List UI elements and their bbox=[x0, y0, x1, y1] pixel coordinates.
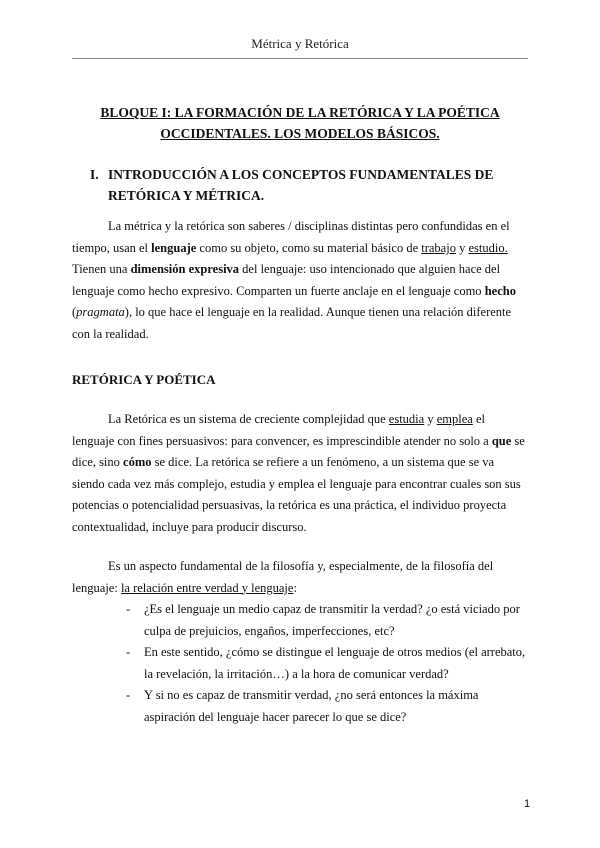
bold-term: cómo bbox=[123, 455, 152, 470]
text-run: se dice, sino bbox=[72, 433, 525, 470]
section-number: I. bbox=[90, 167, 99, 182]
text-run: ( bbox=[72, 305, 77, 320]
text-run: el lenguaje con fines persuasivos: para convencer, es imprescindible atender no solo a bbox=[72, 412, 492, 448]
text-run: La métrica y la retórica son saberes / disciplinas distintas pero confundidas en el tiempo, usan el bbox=[72, 219, 510, 255]
text-run: y bbox=[455, 240, 469, 255]
bold-term: que bbox=[491, 433, 512, 448]
list-item-text: En este sentido, ¿cómo se distingue el lenguaje de otros medios (el arrebato, la revelación, la irritación…) a la hora de comunicar verdad? bbox=[144, 645, 526, 681]
list-item-text: ¿Es el lenguaje un medio capaz de transmitir la verdad? ¿o está viciado por culpa de prejuicios, engaños, imperfecciones, etc? bbox=[144, 602, 520, 638]
text-run: ), lo que hace el lenguaje en la realidad. Aunque tienen una relación diferente con la realidad. bbox=[72, 305, 512, 341]
header-divider bbox=[72, 58, 528, 59]
subheading-retorica-poetica: RETÓRICA Y POÉTICA bbox=[72, 372, 216, 387]
italic-term: pragmata bbox=[76, 305, 125, 320]
text-run: Tienen una bbox=[72, 262, 131, 277]
list-item bbox=[72, 599, 528, 642]
underlined-term: la relación entre verdad y lenguaje bbox=[120, 580, 294, 595]
text-run: del lenguaje: uso intencionado que alguien hace del lenguaje como hecho expresivo. Comparten un fuerte anclaje en el lenguaje como bbox=[72, 262, 501, 298]
list-dash: - bbox=[126, 645, 131, 660]
paragraph-intro bbox=[72, 216, 528, 346]
text-run: y bbox=[424, 412, 437, 426]
underlined-term: estudia bbox=[388, 412, 425, 426]
list-dash: - bbox=[126, 602, 131, 616]
page-number: 1 bbox=[524, 798, 531, 810]
text-run: La Retórica es un sistema de creciente complejidad que bbox=[108, 412, 389, 426]
list-item bbox=[72, 685, 528, 728]
bold-term: hecho bbox=[484, 283, 516, 298]
list-item bbox=[72, 642, 528, 685]
block-title: BLOQUE I: LA FORMACIÓN DE LA RETÓRICA Y LA POÉTICA OCCIDENTALES. LOS MODELOS BÁSICOS. bbox=[100, 105, 500, 141]
text-run: Es un aspecto fundamental de la filosofía y, especialmente, de la filosofía del lenguaje: bbox=[72, 559, 494, 595]
running-header: Métrica y Retórica bbox=[251, 36, 349, 51]
bold-term: dimensión expresiva bbox=[130, 262, 240, 277]
text-run: : bbox=[293, 580, 297, 595]
text-run: se dice. La retórica se refiere a un fenómeno, a un sistema que se va siendo cada vez más complejo, estudia y emplea el lenguaje para encontrar cuales son sus potencias o potencialidad persuasivas, la retórica es una práctica, el individuo proyecta contextualidad, incluye para producir discurso. bbox=[72, 455, 521, 534]
text-run: como su objeto, como su material básico de bbox=[196, 240, 422, 255]
paragraph-retorica bbox=[72, 409, 528, 539]
bold-term: lenguaje bbox=[151, 240, 197, 255]
underlined-term: emplea bbox=[436, 412, 473, 426]
section-title: INTRODUCCIÓN A LOS CONCEPTOS FUNDAMENTALES DE RETÓRICA Y MÉTRICA. bbox=[108, 167, 494, 203]
underlined-term: estudio. bbox=[468, 240, 508, 255]
list-item-text: Y si no es capaz de transmitir verdad, ¿no será entonces la máxima aspiración del lenguaje hacer parecer lo que se dice? bbox=[144, 688, 479, 724]
question-list bbox=[72, 599, 528, 729]
paragraph-filosofia bbox=[72, 556, 528, 599]
underlined-term: trabajo bbox=[421, 240, 456, 255]
list-dash: - bbox=[126, 688, 131, 703]
